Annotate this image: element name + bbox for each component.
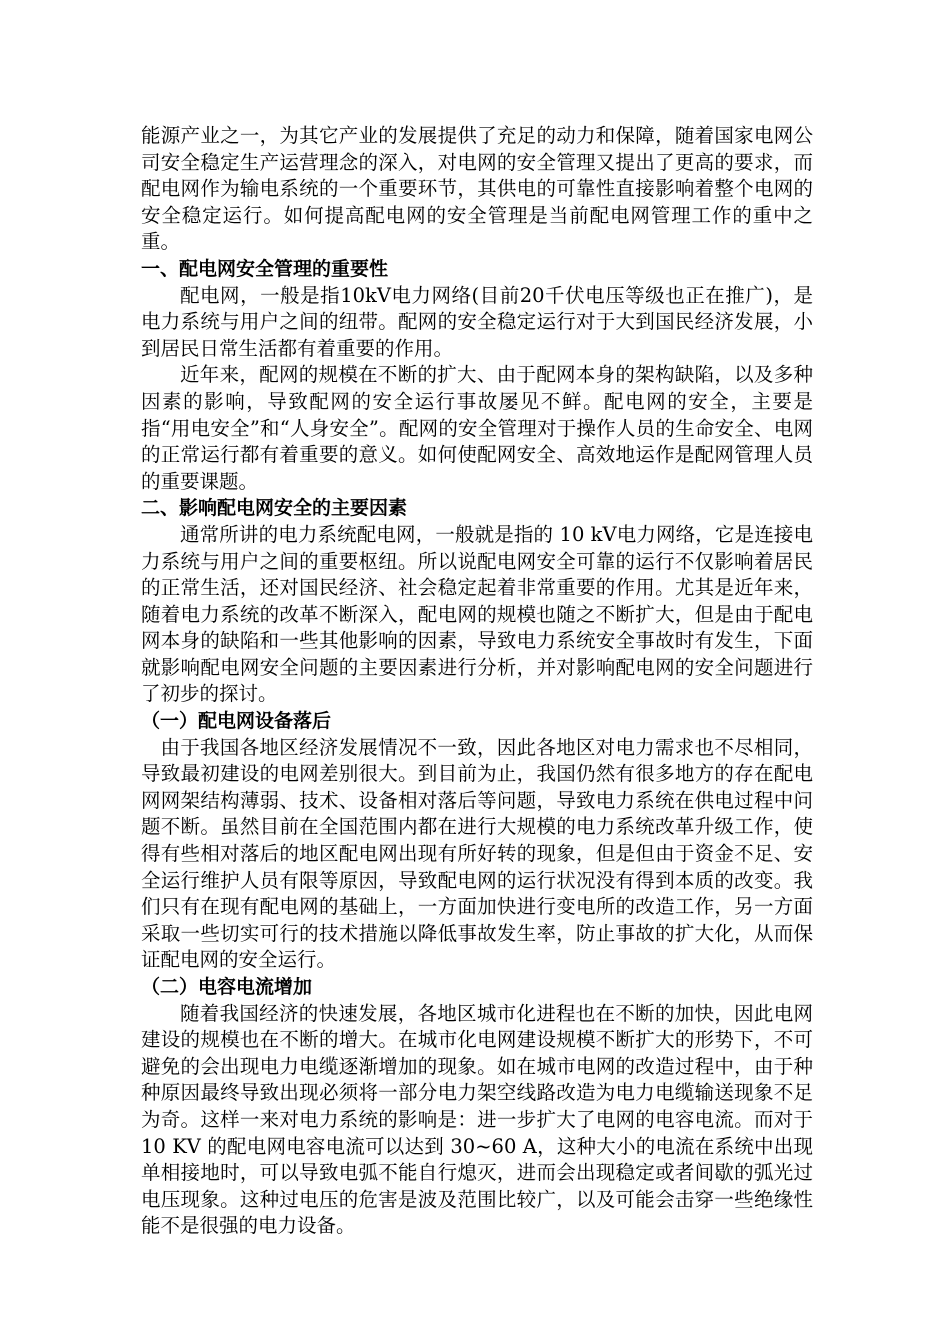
document-page	[141, 123, 813, 1240]
body-paragraph: 配电网，一般是指10kV电力网络(目前20千伏电压等级也正在推广)，是电力系统与用户之间的纽带。配网的安全稳定运行对于大到国民经济发展，小到居民日常生活都有着重要的作用。	[141, 283, 813, 360]
subsection-heading-equipment: （一）配电网设备落后	[141, 710, 332, 733]
section-heading-factors: 二、影响配电网安全的主要因素	[141, 497, 408, 520]
body-paragraph: 由于我国各地区经济发展情况不一致，因此各地区对电力需求也不尽相同，导致最初建设的电网差别很大。到目前为止，我国仍然有很多地方的存在配电网网架结构薄弱、技术、设备相对落后等问题，导致电力系统在供电过程中问题不断。虽然目前在全国范围内都在进行大规模的电力系统改革升级工作，使得有些相对落后的地区配电网出现有所好转的现象，但是但由于资金不足、安全运行维护人员有限等原因，导致配电网的运行状况没有得到本质的改变。我们只有在现有配电网的基础上，一方面加快进行变电所的改造工作，另一方面采取一些切实可行的技术措施以降低事故发生率，防止事故的扩大化，从而保证配电网的安全运行。	[141, 735, 813, 972]
body-paragraph: 随着我国经济的快速发展，各地区城市化进程也在不断的加快，因此电网建设的规模也在不断的增大。在城市化电网建设规模不断扩大的形势下，不可避免的会出现电力电缆逐渐增加的现象。如在城市电网的改造过程中，由于种种原因最终导致出现必须将一部分电力架空线路改造为电力电缆输送现象不足为奇。这样一来对电力系统的影响是：进一步扩大了电网的电容电流。而对于10 KV 的配电网电容电流可以达到 30~60 A，这种大小的电流在系统中出现单相接地时，可以导致电弧不能自行熄灭，进而会出现稳定或者间歇的弧光过电压现象。这种过电压的危害是波及范围比较广，以及可能会击穿一些绝缘性能不是很强的电力设备。	[141, 1001, 813, 1238]
section-heading-importance: 一、配电网安全管理的重要性	[141, 257, 389, 280]
body-paragraph: 近年来，配网的规模在不断的扩大、由于配网本身的架构缺陷，以及多种因素的影响，导致配网的安全运行事故屡见不鲜。配电网的安全，主要是指“用电安全”和“人身安全”。配网的安全管理对于操作人员的生命安全、电网的正常运行都有着重要的意义。如何使配网安全、高效地运作是配网管理人员的重要课题。	[141, 363, 813, 493]
intro-paragraph: 能源产业之一，为其它产业的发展提供了充足的动力和保障，随着国家电网公司安全稳定生产运营理念的深入，对电网的安全管理又提出了更高的要求，而配电网作为输电系统的一个重要环节，其供电的可靠性直接影响着整个电网的安全稳定运行。如何提高配电网的安全管理是当前配电网管理工作的重中之重。	[141, 124, 813, 254]
subsection-heading-capacitive-current: （二）电容电流增加	[141, 976, 313, 998]
body-paragraph: 通常所讲的电力系统配电网，一般就是指的 10 kV电力网络，它是连接电力系统与用户之间的重要枢纽。所以说配电网安全可靠的运行不仅影响着居民的正常生活，还对国民经济、社会稳定起着非常重要的作用。尤其是近年来，随着电力系统的改革不断深入，配电网的规模也随之不断扩大，但是由于配电网本身的缺陷和一些其他影响的因素，导致电力系统安全事故时有发生，下面就影响配电网安全问题的主要因素进行分析，并对影响配电网的安全问题进行了初步的探讨。	[141, 522, 813, 706]
